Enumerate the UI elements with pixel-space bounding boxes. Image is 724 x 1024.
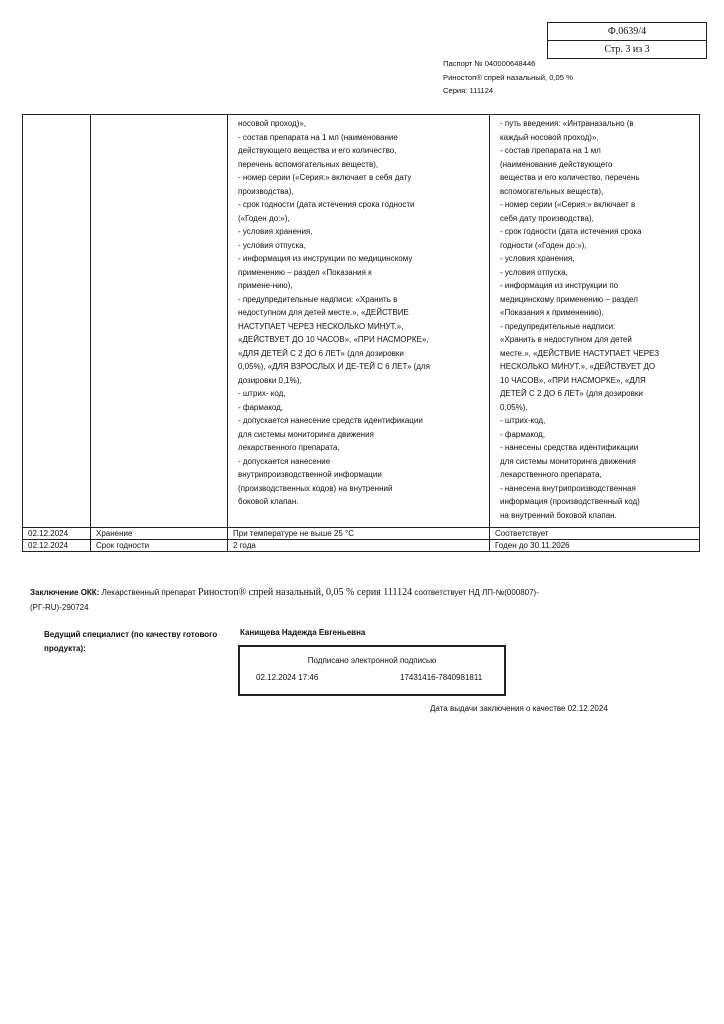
text-line: «Хранить в недоступном для детей — [500, 335, 632, 344]
row-indicator: Срок годности — [91, 540, 228, 552]
text-line: 10 ЧАСОВ», «ПРИ НАСМОРКЕ», «ДЛЯ — [500, 375, 646, 385]
conclusion-nd: соответствует НД ЛП-№(000807)- — [414, 588, 539, 597]
specialist-name: Канищева Надежда Евгеньевна — [240, 628, 366, 637]
text-line: - информация из инструкции по — [500, 281, 619, 290]
text-line: - информация из инструкции по медицинскому — [238, 254, 413, 263]
text-line: применению – раздел «Показания к — [238, 267, 372, 277]
row-requirement: При температуре не выше 25 °С — [228, 528, 490, 540]
text-line: - допускается нанесение средств идентификации — [238, 416, 423, 425]
requirements-cell — [228, 115, 490, 528]
results-text — [495, 116, 694, 523]
date-cell — [23, 115, 91, 528]
text-line: примене-нию), — [238, 281, 293, 290]
text-line: 0,05%), — [500, 402, 528, 412]
row-result: Соответствует — [490, 528, 700, 540]
text-line: 0,05%), «ДЛЯ ВЗРОСЛЫХ И ДЕ-ТЕЙ С 6 ЛЕТ» (для — [238, 362, 430, 371]
text-line: - условия отпуска, — [500, 267, 568, 277]
text-line: производства), — [238, 186, 294, 196]
text-line: «ДЕЙСТВУЕТ ДО 10 ЧАСОВ», «ПРИ НАСМОРКЕ», — [238, 335, 429, 344]
text-line: себя дату производства), — [500, 213, 594, 223]
page-number: Стр. 3 из 3 — [548, 40, 706, 58]
row-date: 02.12.2024 — [23, 528, 91, 540]
row-requirement: 2 года — [228, 540, 490, 552]
text-line: - предупредительные надписи: — [500, 321, 616, 331]
text-line: - нанесены средства идентификации — [500, 443, 639, 452]
row-indicator: Хранение — [91, 528, 228, 540]
text-line: - предупредительные надписи: «Хранить в — [238, 294, 398, 304]
text-line: внутрипроизводственной информации — [238, 470, 382, 479]
text-line: - условия хранения, — [500, 254, 575, 263]
table-row — [23, 115, 700, 528]
text-line: - допускается нанесение — [238, 456, 331, 466]
text-line: - условия отпуска, — [238, 240, 306, 250]
text-line: («Годен до:»), — [238, 213, 290, 223]
row-result: Годен до 30.11.2026 — [490, 540, 700, 552]
text-line: на внутренний боковой клапан. — [500, 510, 617, 520]
conclusion-label: Заключение ОКК: — [30, 588, 100, 597]
signature-code: 17431416-7840981811 — [400, 673, 483, 682]
conclusion-product: Риностоп® спрей назальный, 0,05 % серия 111124 — [198, 587, 413, 598]
text-line: вещества и его количество, перечень — [500, 173, 640, 182]
electronic-signature-stamp — [238, 645, 506, 696]
form-code-box — [547, 22, 707, 59]
table-row — [23, 540, 700, 552]
text-line: ДЕТЕЙ С 2 ДО 6 ЛЕТ» (для дозировки — [500, 389, 643, 398]
text-line: - штрих- код, — [238, 389, 286, 398]
text-line: «Показания к применению), — [500, 308, 604, 317]
text-line: лекарственного препарата, — [500, 470, 602, 479]
text-line: для системы мониторинга движения — [238, 429, 374, 439]
text-line: вспомогательных веществ), — [500, 186, 604, 196]
text-line: «ДЛЯ ДЕТЕЙ С 2 ДО 6 ЛЕТ» (для дозировки — [238, 348, 404, 358]
text-line: - фармакод, — [500, 429, 546, 439]
text-line: - состав препарата на 1 мл (наименование — [238, 132, 398, 142]
text-line: - фармакод, — [238, 402, 284, 412]
conclusion-nd-cont: (РГ-RU)-290724 — [30, 603, 89, 612]
signature-title: Подписано электронной подписью — [307, 656, 437, 665]
results-cell — [490, 115, 700, 528]
text-line: (наименование действующего — [500, 159, 613, 169]
requirements-text — [233, 116, 484, 510]
passport-header — [443, 57, 573, 98]
conclusion — [30, 585, 630, 615]
text-line: для системы мониторинга движения — [500, 456, 636, 466]
text-line: (производственных кодов) на внутренний — [238, 483, 393, 493]
text-line: боковой клапан. — [238, 497, 299, 506]
text-line: годности («Годен до:»), — [500, 240, 587, 250]
text-line: лекарственного препарата, — [238, 443, 340, 452]
text-line: - путь введения: «Интраназально (в — [500, 119, 634, 128]
text-line: - номер серии («Серия:» включает в себя дату — [238, 173, 412, 182]
text-line: НАСТУПАЕТ ЧЕРЕЗ НЕСКОЛЬКО МИНУТ.», — [238, 321, 404, 331]
passport-product: Риностоп® спрей назальный, 0,05 % — [443, 72, 573, 82]
text-line: месте.», «ДЕЙСТВИЕ НАСТУПАЕТ ЧЕРЕЗ — [500, 348, 660, 358]
row-date: 02.12.2024 — [23, 540, 91, 552]
form-code: Ф.0639/4 — [607, 26, 647, 37]
text-line: действующего вещества и его количество, — [238, 146, 397, 155]
text-line: - срок годности (дата истечения срока — [500, 227, 642, 236]
text-line: носовой проход)», — [238, 119, 307, 128]
passport-series: Серия: 111124 — [443, 86, 494, 95]
text-line: перечень вспомогательных веществ), — [238, 159, 379, 169]
text-line: медицинскому применению – раздел — [500, 294, 638, 304]
text-line: - условия хранения, — [238, 227, 313, 236]
quality-table — [22, 114, 700, 552]
text-line: информация (производственный код) — [500, 497, 640, 506]
signature-datetime: 02.12.2024 17:46 — [256, 673, 319, 682]
table-row — [23, 528, 700, 540]
indicator-cell — [91, 115, 228, 528]
conclusion-text: Лекарственный препарат — [101, 588, 196, 597]
text-line: - номер серии («Серия:» включает в — [500, 200, 636, 209]
text-line: - штрих-код, — [500, 416, 546, 425]
specialist-label: Ведущий специалист (по качеству готового продукта): — [44, 630, 218, 653]
text-line: - срок годности (дата истечения срока годности — [238, 200, 415, 209]
text-line: - нанесена внутрипроизводственная — [500, 483, 636, 493]
text-line: дозировки 0,1%), — [238, 375, 302, 385]
text-line: недоступном для детей месте.», «ДЕЙСТВИЕ — [238, 308, 409, 317]
text-line: каждый носовой проход)», — [500, 132, 599, 142]
text-line: НЕСКОЛЬКО МИНУТ.», «ДЕЙСТВУЕТ ДО — [500, 362, 656, 371]
text-line: - состав препарата на 1 мл — [500, 146, 601, 155]
passport-number: Паспорт № 040000648446 — [443, 59, 536, 68]
issue-date: Дата выдачи заключения о качестве 02.12.2024 — [430, 704, 608, 713]
